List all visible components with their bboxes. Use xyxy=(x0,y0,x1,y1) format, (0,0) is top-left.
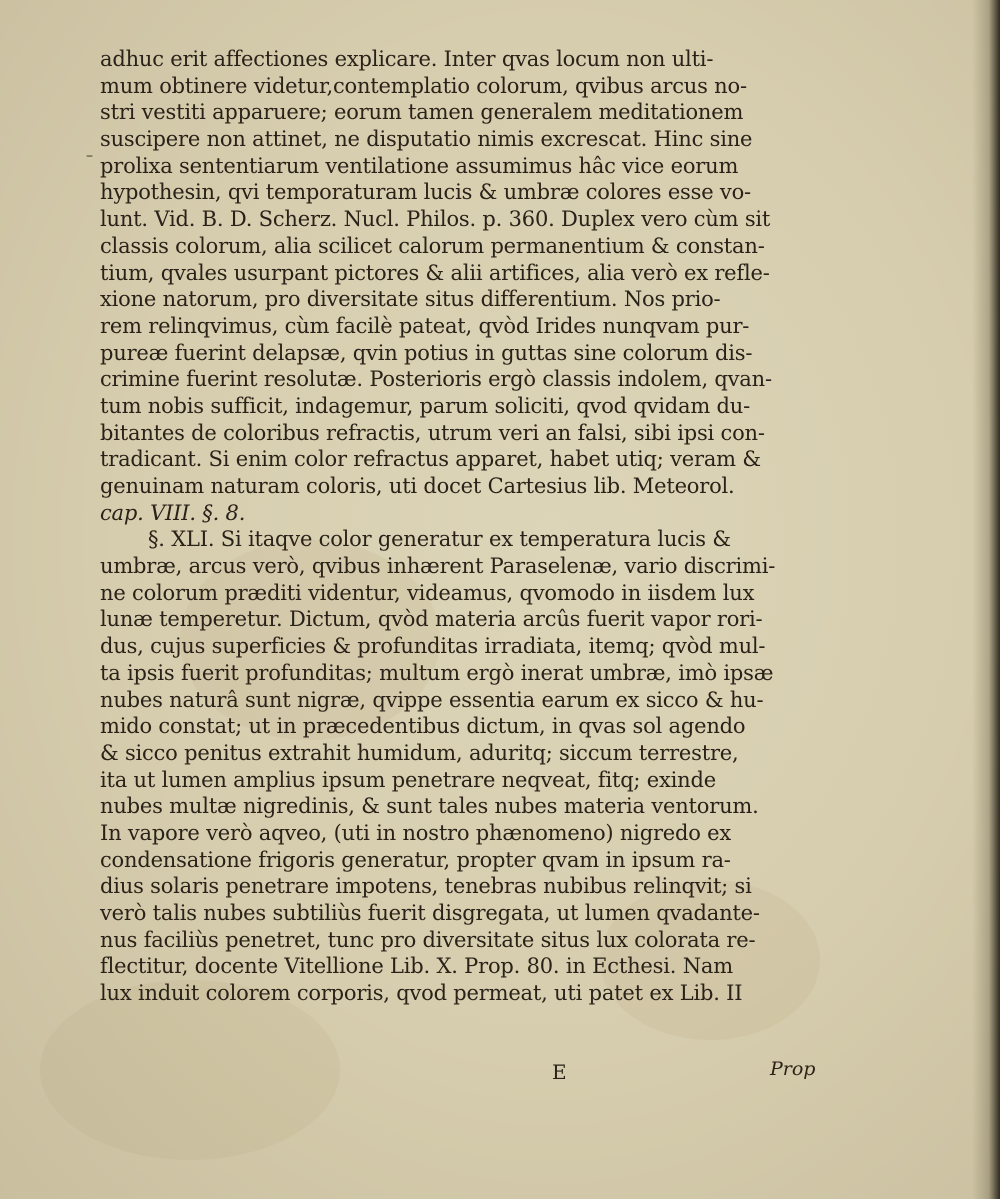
text-line: nubes multæ nigredinis, & sunt tales nubes materia ventorum. xyxy=(100,794,759,819)
text-line: bitantes de coloribus refractis, utrum veri an falsi, sibi ipsi con- xyxy=(100,420,765,445)
body-text xyxy=(100,46,830,1007)
text-line: adhuc erit affectiones explicare. Inter qvas locum non ulti- xyxy=(100,47,714,71)
text-line: & sicco penitus extrahit humidum, aduritq; siccum terrestre, xyxy=(100,740,739,765)
text-line: rem relinqvimus, cùm facilè pateat, qvòd Irides nunqvam pur- xyxy=(100,313,750,338)
text-line: lux induit colorem corporis, qvod permeat, uti patet ex Lib. II xyxy=(100,981,743,1006)
text-line: stri vestiti apparuere; eorum tamen generalem meditationem xyxy=(100,100,744,125)
text-line: In vapore verò aqveo, (uti in nostro phænomeno) nigredo ex xyxy=(100,820,732,845)
text-line: ita ut lumen amplius ipsum penetrare neqveat, fitq; exinde xyxy=(100,767,716,792)
margin-dash: – xyxy=(86,148,93,164)
text-line: cap. VIII. §. 8. xyxy=(100,500,246,525)
text-line: nubes naturâ sunt nigræ, qvippe essentia earum ex sicco & hu- xyxy=(100,687,764,712)
text-line: suscipere non attinet, ne disputatio nimis excrescat. Hinc sine xyxy=(100,127,753,152)
text-line: flectitur, docente Vitellione Lib. X. Prop. 80. in Ecthesi. Nam xyxy=(100,954,733,979)
text-line: hypothesin, qvi temporaturam lucis & umbræ colores esse vo- xyxy=(100,180,751,205)
text-line: tum nobis sufficit, indagemur, parum soliciti, qvod qvidam du- xyxy=(100,393,751,418)
text-line: mido constat; ut in præcedentibus dictum, in qvas sol agendo xyxy=(100,714,746,739)
catchword: Prop xyxy=(770,1058,816,1080)
page-gutter-shadow xyxy=(972,0,1000,1199)
text-line: condensatione frigoris generatur, propter qvam in ipsum ra- xyxy=(100,847,731,872)
text-line: genuinam naturam coloris, uti docet Cartesius lib. Meteorol. xyxy=(100,474,735,498)
text-line: mum obtinere videtur,contemplatio colorum, qvibus arcus no- xyxy=(100,73,747,98)
text-line: ne colorum præditi videntur, videamus, qvomodo in iisdem lux xyxy=(100,580,755,605)
text-line: crimine fuerint resolutæ. Posterioris ergò classis indolem, qvan- xyxy=(100,367,772,392)
text-line: classis colorum, alia scilicet calorum permanentium & constan- xyxy=(100,233,765,258)
text-line: lunæ temperetur. Dictum, qvòd materia arcûs fuerit vapor rori- xyxy=(100,607,763,632)
paper-stain xyxy=(40,980,340,1160)
text-line: xione natorum, pro diversitate situs differentium. Nos prio- xyxy=(100,287,721,312)
text-line: dus, cujus superficies & profunditas irradiata, itemq; qvòd mul- xyxy=(100,634,766,659)
signature-mark: E xyxy=(552,1060,567,1084)
text-line: nus faciliùs penetret, tunc pro diversitate situs lux colorata re- xyxy=(100,927,756,952)
text-line: lunt. Vid. B. D. Scherz. Nucl. Philos. p. 360. Duplex vero cùm sit xyxy=(100,207,771,232)
text-line: tium, qvales usurpant pictores & alii artifices, alia verò ex refle- xyxy=(100,260,770,285)
text-line: verò talis nubes subtiliùs fuerit disgregata, ut lumen qvadante- xyxy=(100,901,760,925)
text-line: dius solaris penetrare impotens, tenebras nubibus relinqvit; si xyxy=(100,874,752,899)
text-line: ta ipsis fuerit profunditas; multum ergò inerat umbræ, imò ipsæ xyxy=(100,660,774,685)
text-line: pureæ fuerint delapsæ, qvin potius in guttas sine colorum dis- xyxy=(100,340,753,365)
text-line: prolixa sententiarum ventilatione assumimus hâc vice eorum xyxy=(100,153,739,178)
section-heading-line: §. XLI. Si itaqve color generatur ex temperatura lucis & xyxy=(148,527,731,552)
text-line: tradicant. Si enim color refractus apparet, habet utiq; veram & xyxy=(100,447,761,472)
text-line: umbræ, arcus verò, qvibus inhærent Paraselenæ, vario discrimi- xyxy=(100,554,776,579)
